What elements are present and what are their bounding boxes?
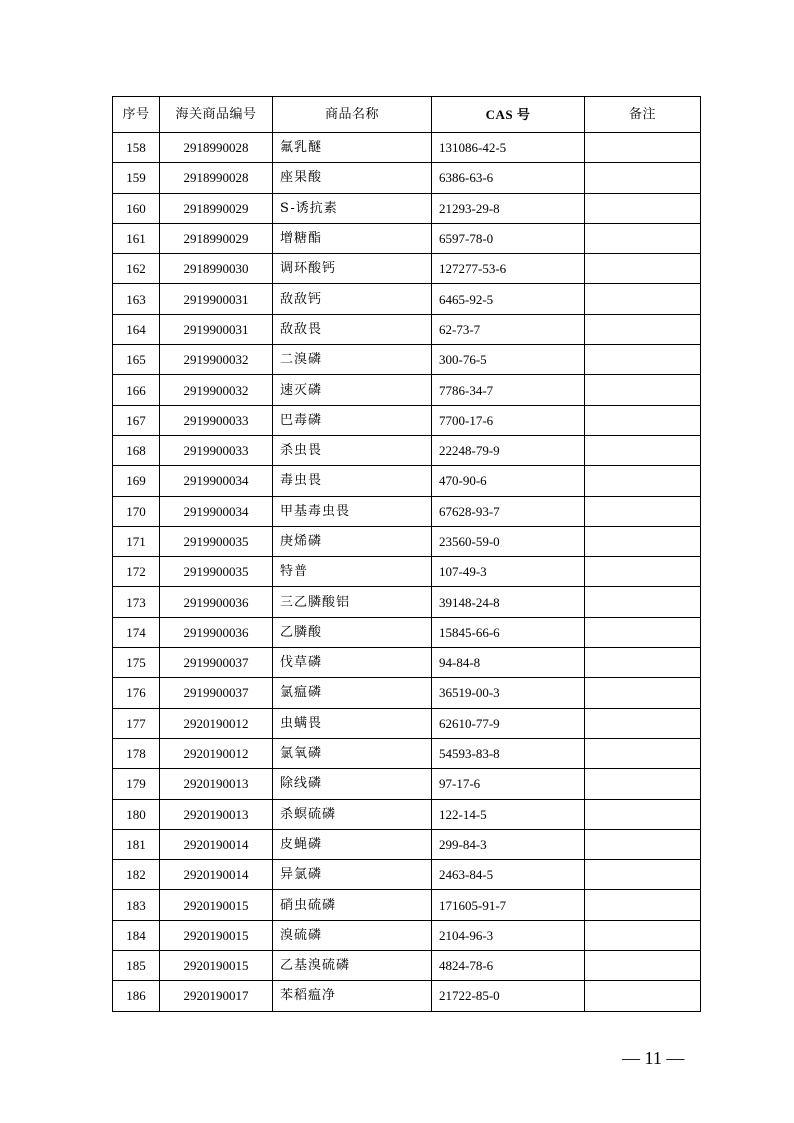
cas-number-cell: 21722-85-0	[432, 981, 585, 1011]
table-row	[113, 981, 701, 1011]
chemical-list-table	[112, 96, 701, 1012]
table-row	[113, 435, 701, 465]
cas-number-cell: 36519-00-3	[432, 678, 585, 708]
product-name-cell: 氟乳醚	[273, 133, 432, 163]
product-name-cell: 苯稻瘟净	[273, 981, 432, 1011]
product-name-cell: 异氯磷	[273, 860, 432, 890]
customs-code-cell: 2918990029	[160, 223, 273, 253]
table-row	[113, 375, 701, 405]
customs-code-cell: 2920190015	[160, 890, 273, 920]
table-row	[113, 193, 701, 223]
page-number: — 11 —	[622, 1048, 685, 1068]
cas-number-cell: 470-90-6	[432, 466, 585, 496]
index-cell: 163	[113, 284, 160, 314]
index-cell: 164	[113, 314, 160, 344]
remarks-cell	[585, 133, 701, 163]
cas-number-cell: 107-49-3	[432, 557, 585, 587]
product-name-cell: 增糖酯	[273, 223, 432, 253]
product-name-cell: 虫螨畏	[273, 708, 432, 738]
index-cell: 170	[113, 496, 160, 526]
remarks-cell	[585, 920, 701, 950]
cas-number-cell: 62-73-7	[432, 314, 585, 344]
product-name-cell: 杀螟硫磷	[273, 799, 432, 829]
remarks-cell	[585, 708, 701, 738]
index-cell: 161	[113, 223, 160, 253]
remarks-cell	[585, 860, 701, 890]
remarks-cell	[585, 951, 701, 981]
table-row	[113, 466, 701, 496]
remarks-cell	[585, 223, 701, 253]
table-row	[113, 587, 701, 617]
customs-code-cell: 2919900031	[160, 284, 273, 314]
customs-code-cell: 2920190012	[160, 738, 273, 768]
remarks-cell	[585, 405, 701, 435]
index-cell: 183	[113, 890, 160, 920]
index-cell: 169	[113, 466, 160, 496]
cas-number-cell: 131086-42-5	[432, 133, 585, 163]
customs-code-cell: 2919900036	[160, 617, 273, 647]
table-row	[113, 860, 701, 890]
index-cell: 166	[113, 375, 160, 405]
cas-number-cell: 7700-17-6	[432, 405, 585, 435]
index-cell: 179	[113, 769, 160, 799]
remarks-cell	[585, 435, 701, 465]
index-cell: 160	[113, 193, 160, 223]
table-row	[113, 678, 701, 708]
product-name-cell: 溴硫磷	[273, 920, 432, 950]
product-name-cell: 特普	[273, 557, 432, 587]
product-name-cell: 杀虫畏	[273, 435, 432, 465]
index-cell: 184	[113, 920, 160, 950]
cas-number-cell: 21293-29-8	[432, 193, 585, 223]
customs-code-cell: 2919900031	[160, 314, 273, 344]
table-row	[113, 345, 701, 375]
index-cell: 174	[113, 617, 160, 647]
cas-number-cell: 300-76-5	[432, 345, 585, 375]
customs-code-cell: 2919900035	[160, 557, 273, 587]
table-row	[113, 163, 701, 193]
customs-code-cell: 2920190017	[160, 981, 273, 1011]
header-index: 序号	[113, 97, 160, 133]
index-cell: 176	[113, 678, 160, 708]
index-cell: 180	[113, 799, 160, 829]
cas-number-cell: 6597-78-0	[432, 223, 585, 253]
index-cell: 171	[113, 526, 160, 556]
product-name-cell: 调环酸钙	[273, 254, 432, 284]
product-name-cell: 甲基毒虫畏	[273, 496, 432, 526]
customs-code-cell: 2919900034	[160, 496, 273, 526]
customs-code-cell: 2920190015	[160, 920, 273, 950]
header-remarks: 备注	[585, 97, 701, 133]
customs-code-cell: 2920190015	[160, 951, 273, 981]
table-row	[113, 526, 701, 556]
product-name-cell: 速灭磷	[273, 375, 432, 405]
index-cell: 167	[113, 405, 160, 435]
table-row	[113, 738, 701, 768]
remarks-cell	[585, 678, 701, 708]
cas-number-cell: 127277-53-6	[432, 254, 585, 284]
customs-code-cell: 2919900037	[160, 648, 273, 678]
index-cell: 172	[113, 557, 160, 587]
index-cell: 168	[113, 435, 160, 465]
remarks-cell	[585, 314, 701, 344]
cas-number-cell: 122-14-5	[432, 799, 585, 829]
index-cell: 173	[113, 587, 160, 617]
product-name-cell: 三乙膦酸铝	[273, 587, 432, 617]
remarks-cell	[585, 375, 701, 405]
remarks-cell	[585, 769, 701, 799]
cas-number-cell: 6386-63-6	[432, 163, 585, 193]
cas-number-cell: 171605-91-7	[432, 890, 585, 920]
table-row	[113, 648, 701, 678]
remarks-cell	[585, 284, 701, 314]
remarks-cell	[585, 799, 701, 829]
product-name-cell: 除线磷	[273, 769, 432, 799]
table-row	[113, 617, 701, 647]
index-cell: 178	[113, 738, 160, 768]
cas-number-cell: 62610-77-9	[432, 708, 585, 738]
cas-number-cell: 67628-93-7	[432, 496, 585, 526]
remarks-cell	[585, 648, 701, 678]
customs-code-cell: 2920190013	[160, 799, 273, 829]
header-product-name: 商品名称	[273, 97, 432, 133]
remarks-cell	[585, 496, 701, 526]
table-row	[113, 890, 701, 920]
index-cell: 186	[113, 981, 160, 1011]
remarks-cell	[585, 829, 701, 859]
product-name-cell: 乙膦酸	[273, 617, 432, 647]
table-row	[113, 223, 701, 253]
cas-number-cell: 299-84-3	[432, 829, 585, 859]
product-name-cell: 巴毒磷	[273, 405, 432, 435]
cas-number-cell: 7786-34-7	[432, 375, 585, 405]
customs-code-cell: 2919900035	[160, 526, 273, 556]
index-cell: 185	[113, 951, 160, 981]
cas-number-cell: 39148-24-8	[432, 587, 585, 617]
table-row	[113, 920, 701, 950]
customs-code-cell: 2919900033	[160, 435, 273, 465]
remarks-cell	[585, 163, 701, 193]
product-name-cell: 皮蝇磷	[273, 829, 432, 859]
table-row	[113, 314, 701, 344]
product-name-cell: 毒虫畏	[273, 466, 432, 496]
table-row	[113, 405, 701, 435]
index-cell: 175	[113, 648, 160, 678]
table-row	[113, 557, 701, 587]
remarks-cell	[585, 617, 701, 647]
product-name-cell: 氯氧磷	[273, 738, 432, 768]
index-cell: 181	[113, 829, 160, 859]
remarks-cell	[585, 345, 701, 375]
table-row	[113, 769, 701, 799]
index-cell: 177	[113, 708, 160, 738]
table-row	[113, 708, 701, 738]
customs-code-cell: 2920190014	[160, 860, 273, 890]
product-name-cell: 伐草磷	[273, 648, 432, 678]
customs-code-cell: 2920190012	[160, 708, 273, 738]
product-name-cell: 庚烯磷	[273, 526, 432, 556]
product-name-cell: 敌敌钙	[273, 284, 432, 314]
cas-number-cell: 22248-79-9	[432, 435, 585, 465]
cas-number-cell: 54593-83-8	[432, 738, 585, 768]
header-row	[113, 97, 701, 133]
index-cell: 162	[113, 254, 160, 284]
table-row	[113, 799, 701, 829]
remarks-cell	[585, 587, 701, 617]
header-customs-code: 海关商品编号	[160, 97, 273, 133]
remarks-cell	[585, 466, 701, 496]
index-cell: 165	[113, 345, 160, 375]
index-cell: 182	[113, 860, 160, 890]
table-row	[113, 496, 701, 526]
customs-code-cell: 2920190013	[160, 769, 273, 799]
table-row	[113, 284, 701, 314]
cas-number-cell: 2104-96-3	[432, 920, 585, 950]
cas-number-cell: 4824-78-6	[432, 951, 585, 981]
table-row	[113, 133, 701, 163]
remarks-cell	[585, 557, 701, 587]
customs-code-cell: 2920190014	[160, 829, 273, 859]
table-row	[113, 254, 701, 284]
remarks-cell	[585, 526, 701, 556]
table-row	[113, 829, 701, 859]
product-name-cell: S-诱抗素	[273, 193, 432, 223]
index-cell: 159	[113, 163, 160, 193]
customs-code-cell: 2919900034	[160, 466, 273, 496]
product-name-cell: 硝虫硫磷	[273, 890, 432, 920]
remarks-cell	[585, 890, 701, 920]
remarks-cell	[585, 254, 701, 284]
cas-number-cell: 97-17-6	[432, 769, 585, 799]
header-cas-number: CAS 号	[432, 97, 585, 133]
customs-code-cell: 2918990029	[160, 193, 273, 223]
product-name-cell: 乙基溴硫磷	[273, 951, 432, 981]
cas-number-cell: 94-84-8	[432, 648, 585, 678]
cas-number-cell: 23560-59-0	[432, 526, 585, 556]
index-cell: 158	[113, 133, 160, 163]
product-name-cell: 二溴磷	[273, 345, 432, 375]
customs-code-cell: 2919900032	[160, 345, 273, 375]
customs-code-cell: 2918990028	[160, 133, 273, 163]
remarks-cell	[585, 738, 701, 768]
product-name-cell: 氯瘟磷	[273, 678, 432, 708]
customs-code-cell: 2919900033	[160, 405, 273, 435]
cas-number-cell: 6465-92-5	[432, 284, 585, 314]
customs-code-cell: 2919900037	[160, 678, 273, 708]
cas-number-cell: 15845-66-6	[432, 617, 585, 647]
product-name-cell: 敌敌畏	[273, 314, 432, 344]
table-body	[113, 133, 701, 1012]
customs-code-cell: 2918990028	[160, 163, 273, 193]
remarks-cell	[585, 981, 701, 1011]
customs-code-cell: 2919900032	[160, 375, 273, 405]
table-row	[113, 951, 701, 981]
customs-code-cell: 2918990030	[160, 254, 273, 284]
table-header	[113, 97, 701, 133]
cas-number-cell: 2463-84-5	[432, 860, 585, 890]
product-name-cell: 座果酸	[273, 163, 432, 193]
customs-code-cell: 2919900036	[160, 587, 273, 617]
remarks-cell	[585, 193, 701, 223]
